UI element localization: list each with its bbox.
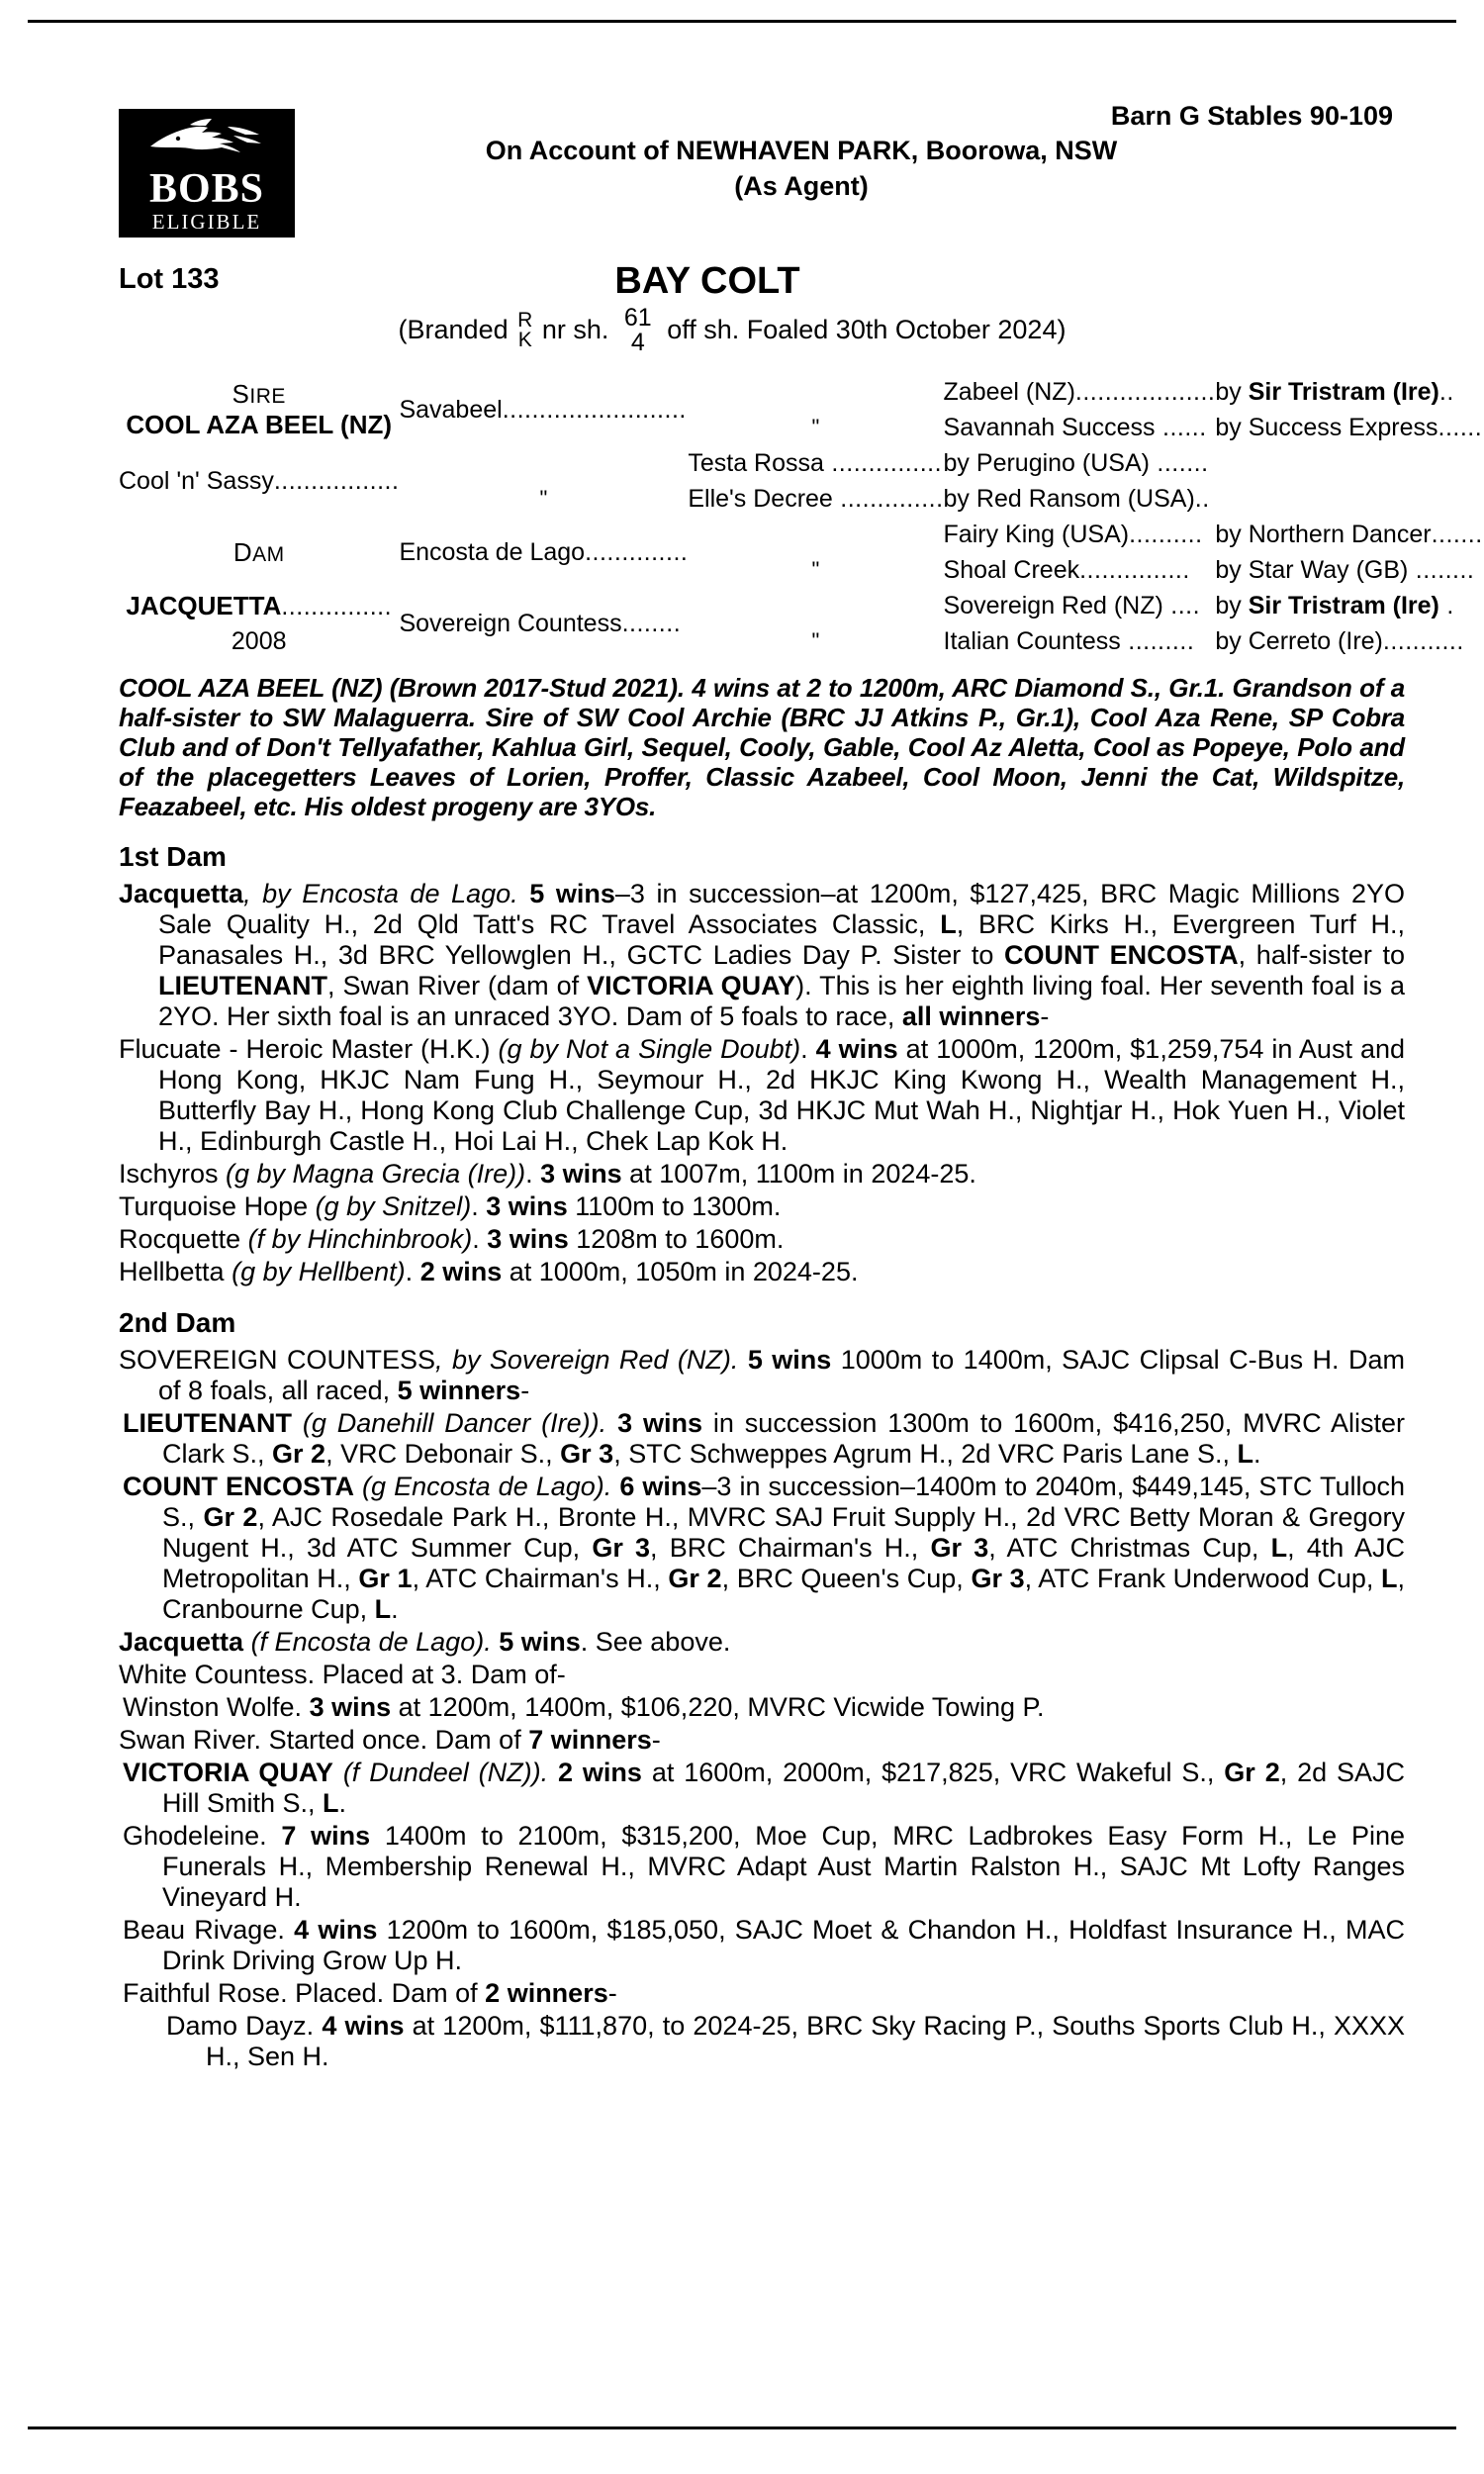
progeny-record: Started once. Dam of 7 winners- <box>261 1725 661 1755</box>
progeny-name: Swan River. <box>119 1725 262 1755</box>
bobs-wordmark: BOBS <box>148 166 265 212</box>
second-dam-heading: 2nd Dam <box>119 1307 236 1338</box>
sentence-period: . <box>800 1034 816 1064</box>
damsire-cell <box>399 517 688 588</box>
barn-stables-label: Barn G Stables 90-109 <box>1110 101 1393 131</box>
ditto-mark: " <box>811 557 820 582</box>
progeny-wins: 3 wins <box>486 1191 568 1221</box>
leader-dots: ....... <box>1431 520 1483 548</box>
ditto-mark <box>399 445 688 481</box>
progeny-record: –3 in succession–1400m to 2040m, $449,145, STC Tulloch S., Gr 2, AJC Rosedale Park H., Bronte H., MVRC SAJ Fruit Supply H., 2d VRC Betty Moran & Gregory Nugent H., 3d ATC Summer Cup, Gr 3, BRC Chairman's H., Gr 3, ATC Christmas Cup, L, 4th AJC Metropolitan H., Gr 1, ATC Chairman's H., Gr 2, BRC Queen's Cup, Gr 3, ATC Frank Underwood Cup, L, Cranbourne Cup, L. <box>162 1472 1406 1624</box>
progeny-entry <box>119 1257 1405 1287</box>
leader-dots: .... <box>1162 591 1201 619</box>
gg-name: Elle's Decree <box>688 484 833 513</box>
progeny-record: at 1200m, 1400m, $106,220, MVRC Vicwide Towing P. <box>391 1692 1045 1722</box>
first-dam-sire-phrase: , by Encosta de Lago. <box>243 879 530 908</box>
page-title: BAY COLT <box>614 260 800 302</box>
brand-mark-nearside <box>517 310 532 349</box>
progeny-wins: 4 wins <box>815 1034 898 1064</box>
first-dam-wins: 5 wins <box>529 879 615 908</box>
progeny-breeding: (g by Hellbent) <box>232 1257 406 1286</box>
progeny-breeding: (g by Not a Single Doubt) <box>498 1034 801 1064</box>
dam-label: DAM <box>232 536 285 567</box>
gg-sire <box>1215 410 1482 445</box>
as-agent-line: (As Agent) <box>734 171 869 201</box>
progeny-breeding: (g by Snitzel) <box>315 1191 472 1221</box>
progeny-wins: 4 wins <box>284 1915 378 1945</box>
gg-sire <box>944 445 1216 481</box>
sentence-period: . <box>405 1257 420 1286</box>
great-grandparent <box>944 588 1216 623</box>
progeny-entry <box>119 1159 1405 1189</box>
progeny-wins: 3 wins <box>487 1224 569 1254</box>
gg-sire <box>1215 517 1482 552</box>
leader-dots: .............. <box>585 537 689 566</box>
second-dam-progeny <box>119 2011 1405 2072</box>
grandparent-name: Sovereign Countess <box>399 609 622 637</box>
ditto-mark: " <box>539 486 548 511</box>
grandsire-cell <box>399 374 688 445</box>
second-dam-progeny <box>119 1472 1405 1625</box>
great-grandparent <box>944 410 1216 445</box>
progeny-record: Placed at 3. Dam of- <box>315 1660 566 1689</box>
branded-suffix: off sh. Foaled 30th October 2024) <box>667 315 1067 345</box>
leader-dots: ........... <box>1382 626 1464 655</box>
gg-sire <box>1215 588 1482 623</box>
sentence-period: . <box>525 1159 541 1189</box>
second-dam-progeny <box>119 1627 1405 1658</box>
progeny-wins: 7 wins <box>266 1821 371 1851</box>
grandparent-name: Cool 'n' Sassy <box>119 466 274 495</box>
by-word: by <box>1215 413 1249 441</box>
bobs-eligible-text: ELIGIBLE <box>151 210 262 234</box>
progeny-wins: 6 wins <box>619 1472 702 1501</box>
brand-number-bottom: 4 <box>630 329 645 356</box>
by-word: by <box>1215 591 1249 619</box>
top-rule <box>28 20 1456 23</box>
progeny-record: at 1600m, 2000m, $217,825, VRC Wakeful S., Gr 2, 2d SAJC Hill Smith S., L. <box>162 1758 1406 1818</box>
progeny-name: Faithful Rose. <box>123 1978 288 2008</box>
ditto-mark <box>688 374 943 410</box>
branded-mid: nr sh. <box>541 315 609 345</box>
first-dam-heading: 1st Dam <box>119 841 227 872</box>
gg-sire-name: Sir Tristram (Ire) <box>1248 377 1439 406</box>
dam-name: JACQUETTA <box>126 590 282 620</box>
leader-dots: ............... <box>281 592 393 620</box>
brand-mark-top: R <box>517 309 533 332</box>
progeny-wins: 2 wins <box>419 1257 503 1286</box>
dam-year: 2008 <box>231 626 287 655</box>
progeny-name: Rocquette <box>119 1224 248 1254</box>
second-dam-progeny <box>119 1978 1405 2009</box>
ditto-mark <box>688 517 943 552</box>
progeny-breeding: (g by Magna Grecia (Ire)) <box>226 1159 526 1189</box>
lot-title-row <box>119 259 1405 307</box>
gg-sire-name: Perugino (USA) <box>975 448 1150 477</box>
gg-sire-name: Sir Tristram (Ire) <box>1248 591 1439 619</box>
first-dam-name: Jacquetta <box>119 879 244 908</box>
leader-dots: ........ <box>1408 555 1475 584</box>
sentence-period: . <box>472 1224 488 1254</box>
progeny-entry <box>119 1191 1405 1222</box>
first-dam-record: –3 in succession–at 1200m, $127,425, BRC Magic Millions 2YO Sale Quality H., 2d Qld Tatt's RC Travel Associates Classic, L, BRC Kirks H., Evergreen Turf H., Panasales H., 3d BRC Yellowglen H., GCTC Ladies Day P. Sister to COUNT ENCOSTA, half-sister to LIEUTENANT, Swan River (dam of VICTORIA QUAY). This is her eighth living foal. Her seventh foal is a 2YO. Her sixth foal is an unraced 3YO. Dam of 5 foals to race, all winners- <box>158 879 1405 1031</box>
gg-sire-name: Star Way (GB) <box>1248 555 1409 584</box>
horse-head-icon <box>119 115 295 168</box>
leader-dots: ....... <box>1149 448 1209 477</box>
progeny-breeding: (f Dundeel (NZ)). <box>332 1758 559 1787</box>
by-word: by <box>1215 520 1249 548</box>
ditto-mark <box>688 588 943 623</box>
great-grandparent <box>944 517 1216 552</box>
page-content <box>119 99 1483 2072</box>
leader-dots: ................. <box>273 466 400 495</box>
progeny-entry <box>119 1034 1405 1157</box>
pedigree-row <box>119 374 1483 410</box>
gg-sire-name: Red Ransom (USA) <box>975 484 1195 513</box>
progeny-wins: 4 wins <box>314 2011 405 2041</box>
pedigree-row <box>119 445 1483 481</box>
gg-sire-name: Success Express <box>1248 413 1438 441</box>
progeny-entry <box>119 1224 1405 1255</box>
by-word: by <box>1215 626 1249 655</box>
progeny-name: Damo Dayz. <box>166 2011 315 2041</box>
page-header <box>119 99 1405 247</box>
by-word: by <box>943 484 976 513</box>
leader-dots: .. <box>1438 377 1454 406</box>
second-dam-sire-phrase: , by Sovereign Red (NZ). <box>435 1345 748 1375</box>
progeny-wins: 3 wins <box>540 1159 622 1189</box>
sire-description: COOL AZA BEEL (NZ) (Brown 2017-Stud 2021). 4 wins at 2 to 1200m, ARC Diamond S., Gr.1. Grandson of a half-sister to SW Malaguerra. Sire of SW Cool Archie (BRC JJ Atkins P., Gr.1), Cool Aza Rene, SP Cobra Club and of Don't Tellyafather, Kahlua Girl, Sequel, Cooly, Gable, Cool Az Aletta, Cool as Popeye, Polo and of the placegetters Leaves of Lorien, Proffer, Classic Azabeel, Cool Moon, Jenni the Cat, Wildspitze, Feazabeel, etc. His oldest progeny are 3YOs. <box>119 673 1405 821</box>
second-dam-wins: 5 wins <box>747 1345 832 1375</box>
brand-number-offside <box>624 306 652 355</box>
pedigree-body <box>119 374 1483 659</box>
second-dam-progeny <box>119 1758 1405 1819</box>
pedigree-table <box>119 374 1483 659</box>
second-dam-winners-count: 5 winners <box>397 1376 521 1405</box>
leader-dots: ...... <box>1438 413 1483 441</box>
progeny-breeding: (f Encosta de Lago). <box>243 1627 500 1657</box>
progeny-name: White Countess. <box>119 1660 316 1689</box>
sire-cell <box>119 374 399 445</box>
progeny-wins: 2 wins <box>558 1758 642 1787</box>
progeny-record: 1208m to 1600m. <box>568 1224 785 1254</box>
dam-year-cell <box>119 623 399 659</box>
second-dam-progeny <box>119 1725 1405 1756</box>
great-grandparent <box>944 552 1216 588</box>
branded-prefix: (Branded <box>398 315 509 345</box>
gg-sire <box>1215 552 1482 588</box>
progeny-wins: 5 wins <box>499 1627 581 1657</box>
progeny-name: Flucuate - Heroic Master (H.K.) <box>119 1034 499 1064</box>
gg-name: Testa Rossa <box>688 448 824 477</box>
second-dam-name: SOVEREIGN COUNTESS <box>119 1345 435 1375</box>
progeny-record: at 1200m, $111,870, to 2024-25, BRC Sky Racing P., Souths Sports Club H., XXXX H., Sen H. <box>206 2011 1406 2071</box>
leader-dots: ......... <box>1120 626 1195 655</box>
damdam-cell <box>399 588 688 659</box>
progeny-record: in succession 1300m to 1600m, $416,250, MVRC Alister Clark S., Gr 2, VRC Debonair S., Gr 3, STC Schweppes Agrum H., 2d VRC Paris Lane S., L. <box>162 1408 1406 1469</box>
bottom-rule <box>28 2426 1456 2429</box>
leader-dots: ............... <box>823 448 943 477</box>
second-dam-progeny <box>119 1408 1405 1470</box>
lot-number: Lot 133 <box>119 263 220 295</box>
progeny-name: VICTORIA QUAY <box>123 1758 333 1787</box>
bobs-eligible-logo <box>119 109 295 238</box>
leader-dots: .............. <box>832 484 944 513</box>
gg-name: Fairy King (USA) <box>943 520 1130 548</box>
leader-dots: ...... <box>1155 413 1207 441</box>
pedigree-row <box>119 588 1483 623</box>
gg-name: Shoal Creek <box>943 555 1080 584</box>
brand-number-top: 61 <box>623 304 652 332</box>
second-dam-progeny <box>119 1915 1405 1976</box>
second-dam-record: 1000m to 1400m, SAJC Clipsal C-Bus H. Dam of 8 foals, all raced, <box>158 1345 1405 1405</box>
ditto-mark: " <box>811 628 820 653</box>
on-account-of-line: On Account of NEWHAVEN PARK, Boorowa, NSW <box>485 136 1118 165</box>
progeny-record: . See above. <box>580 1627 731 1657</box>
gg-name: Italian Countess <box>943 626 1121 655</box>
first-dam-main-entry <box>119 879 1405 1032</box>
granddam-cell <box>119 445 399 517</box>
gg-name: Zabeel (NZ) <box>943 377 1075 406</box>
sentence-period: . <box>471 1191 487 1221</box>
great-grandparent <box>688 445 943 481</box>
pedigree-row <box>119 517 1483 552</box>
progeny-wins: 3 wins <box>302 1692 392 1722</box>
progeny-name: Turquoise Hope <box>119 1191 316 1221</box>
leader-dots: ......................... <box>502 395 687 424</box>
progeny-record: 1400m to 2100m, $315,200, Moe Cup, MRC Ladbrokes Easy Form H., Le Pine Funerals H., Membership Renewal H., MVRC Adapt Aust Martin Ralston H., SAJC Mt Lofty Ranges Vineyard H. <box>162 1821 1405 1912</box>
leader-dots: ........ <box>621 609 682 637</box>
by-word: by <box>1215 377 1249 406</box>
great-grandparent <box>944 374 1216 410</box>
gg-name: Sovereign Red (NZ) <box>943 591 1163 619</box>
great-grandparent <box>944 623 1216 659</box>
gg-sire-name: Northern Dancer <box>1248 520 1432 548</box>
progeny-name: Ischyros <box>119 1159 227 1189</box>
pedigree-row <box>119 623 1483 659</box>
progeny-name: COUNT ENCOSTA <box>123 1472 355 1501</box>
sire-label: SIRE <box>232 379 286 409</box>
leader-dots: . <box>1438 591 1454 619</box>
leader-dots: .......... <box>1129 520 1203 548</box>
second-dam-progeny <box>119 1660 1405 1690</box>
gg-name: Savannah Success <box>943 413 1156 441</box>
progeny-name: Hellbetta <box>119 1257 232 1286</box>
progeny-name: Beau Rivage. <box>123 1915 285 1945</box>
grandparent-name: Encosta de Lago <box>399 537 586 566</box>
progeny-record: at 1000m, 1050m in 2024-25. <box>502 1257 859 1286</box>
gg-sire-name: Cerreto (Ire) <box>1248 626 1383 655</box>
second-dam-tail: - <box>520 1376 530 1405</box>
by-word: by <box>1215 555 1249 584</box>
grandparent-name: Savabeel <box>399 395 503 424</box>
progeny-breeding: (f by Hinchinbrook) <box>247 1224 473 1254</box>
great-grandparent <box>688 481 943 517</box>
progeny-record: at 1000m, 1200m, $1,259,754 in Aust and Hong Kong, HKJC Nam Fung H., Seymour H., 2d HKJC King Kwong H., Wealth Management H., Butterfly Bay H., Hong Kong Club Challenge Cup, 3d HKJC Mut Wah H., Nightjar H., Hok Yuen H., Violet H., Edinburgh Castle H., Hoi Lai H., Chek Lap Kok H. <box>158 1034 1405 1156</box>
progeny-name: Ghodeleine. <box>123 1821 267 1851</box>
leader-dots: ................... <box>1074 377 1216 406</box>
progeny-record: Placed. Dam of 2 winners- <box>287 1978 617 2008</box>
gg-sire <box>1215 623 1482 659</box>
branded-foaled-line <box>119 304 1405 356</box>
progeny-record: 1100m to 1300m. <box>567 1191 782 1221</box>
sire-name: COOL AZA BEEL (NZ) <box>126 410 393 439</box>
second-dam-progeny <box>119 1821 1405 1913</box>
dam-name-cell <box>119 588 399 623</box>
leader-dots: .. <box>1194 484 1210 513</box>
progeny-record: at 1007m, 1100m in 2024-25. <box>621 1159 976 1189</box>
second-dam-progeny <box>119 1692 1405 1723</box>
progeny-name: Winston Wolfe. <box>123 1692 303 1722</box>
by-word: by <box>943 448 976 477</box>
progeny-name: LIEUTENANT <box>123 1408 292 1438</box>
progeny-breeding: (g Danehill Dancer (Ire)). <box>292 1408 618 1438</box>
ditto-mark: " <box>811 415 820 439</box>
leader-dots: ............... <box>1079 555 1190 584</box>
progeny-record: 1200m to 1600m, $185,050, SAJC Moet & Chandon H., Holdfast Insurance H., MAC Drink Driving Grow Up H. <box>162 1915 1405 1975</box>
brand-mark-bottom: K <box>517 329 532 351</box>
progeny-wins: 3 wins <box>617 1408 702 1438</box>
progeny-breeding: (g Encosta de Lago). <box>354 1472 620 1501</box>
dam-cell <box>119 517 399 588</box>
gg-sire <box>1215 374 1482 410</box>
second-dam-main-entry <box>119 1345 1405 1406</box>
progeny-name: Jacquetta <box>119 1627 244 1657</box>
gg-sire <box>944 481 1216 517</box>
